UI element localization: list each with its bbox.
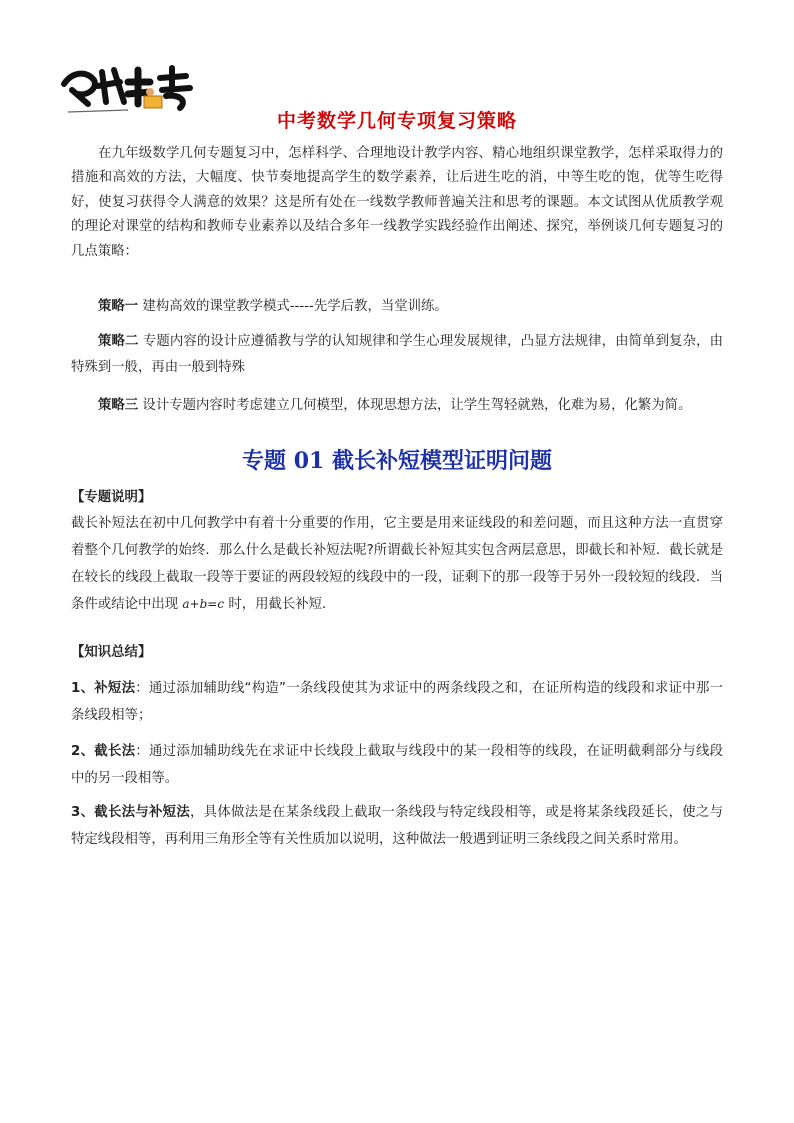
section-label-summary: 【知识总结】 — [71, 645, 152, 660]
summary-item-1 — [71, 675, 723, 729]
item-label: 补短法 — [94, 681, 136, 696]
item-text: ：通过添加辅助线先在求证中长线段上截取与线段中的某一段相等的线段，在证明截剩部分与线段中的另一段相等。 — [71, 744, 724, 786]
strategy-text: 设计专题内容时考虑建立几何模型，体现思想方法，让学生驾轻就熟，化难为易，化繁为简。 — [138, 398, 692, 413]
main-title: 中考数学几何专项复习策略 — [276, 110, 517, 132]
strategy-label: 策略二 — [98, 334, 139, 349]
summary-item-3 — [71, 799, 723, 853]
item-number: 2、 — [71, 744, 95, 759]
description-tail: 时，用截长补短． — [224, 597, 336, 612]
intro-paragraph: 在九年级数学几何专题复习中，怎样科学、合理地设计教学内容、精心地组织课堂教学，怎样采取得力的措施和高效的方法，大幅度、快节奏地提高学生的数学素养，让后进生吃的消，中等生吃的饱，优等生吃得好，使复习获得令人满意的效果？这是所有处在一线数学教师普遍关注和思考的课题。本文试图从优质教学观的理论对课堂的结构和教师专业素养以及结合多年一线教学实践经验作出阐述、探究，举例谈几何专题复习的几点策略： — [71, 146, 723, 259]
formula: a+b=c — [182, 597, 225, 611]
summary-item-2 — [71, 738, 723, 792]
topic-title: 专题 01 截长补短模型证明问题 — [242, 448, 552, 474]
strategy-2 — [71, 329, 723, 381]
section-description — [71, 510, 723, 618]
item-label: 截长法与补短法 — [94, 805, 190, 820]
item-number: 3、 — [71, 805, 95, 820]
section-label-description: 【专题说明】 — [71, 490, 152, 505]
student-icon — [146, 88, 154, 96]
item-number: 1、 — [71, 681, 95, 696]
item-text: ：通过添加辅助线“构造”一条线段使其为求证中的两条线段之和，在证所构造的线段和求证中那一条线段相等； — [71, 681, 724, 723]
strategy-text: 建构高效的课堂教学模式-----先学后教，当堂训练。 — [138, 299, 448, 314]
strategy-label: 策略一 — [98, 299, 139, 314]
logo-brush-strokes — [64, 68, 190, 108]
strategy-1 — [71, 294, 723, 320]
item-text: ，具体做法是在某条线段上截取一条线段与特定线段相等，或是将某条线段延长，使之与特定线段相等，再利用三角形全等有关性质加以说明，这种做法一般遇到证明三条线段之间关系时常用。 — [71, 805, 723, 847]
description-text: 截长补短法在初中几何教学中有着十分重要的作用，它主要是用来证线段的和差问题，而且这种方法一直贯穿着整个几何教学的始终．那么什么是截长补短法呢?所谓截长补短其实包含两层意思，即截长和补短．截长就是在较长的线段上截取一段等于要证的两段较短的线段中的一段，证剩下的那一段等于另外一段较短的线段．当条件或结论中出现 — [71, 516, 723, 612]
strategy-text: 专题内容的设计应遵循教与学的认知规律和学生心理发展规律，凸显方法规律，由简单到复杂，由特殊到一般，再由一般到特殊 — [71, 334, 723, 375]
item-label: 截长法 — [94, 744, 136, 759]
strategy-3 — [71, 393, 723, 419]
strategy-label: 策略三 — [98, 398, 139, 413]
